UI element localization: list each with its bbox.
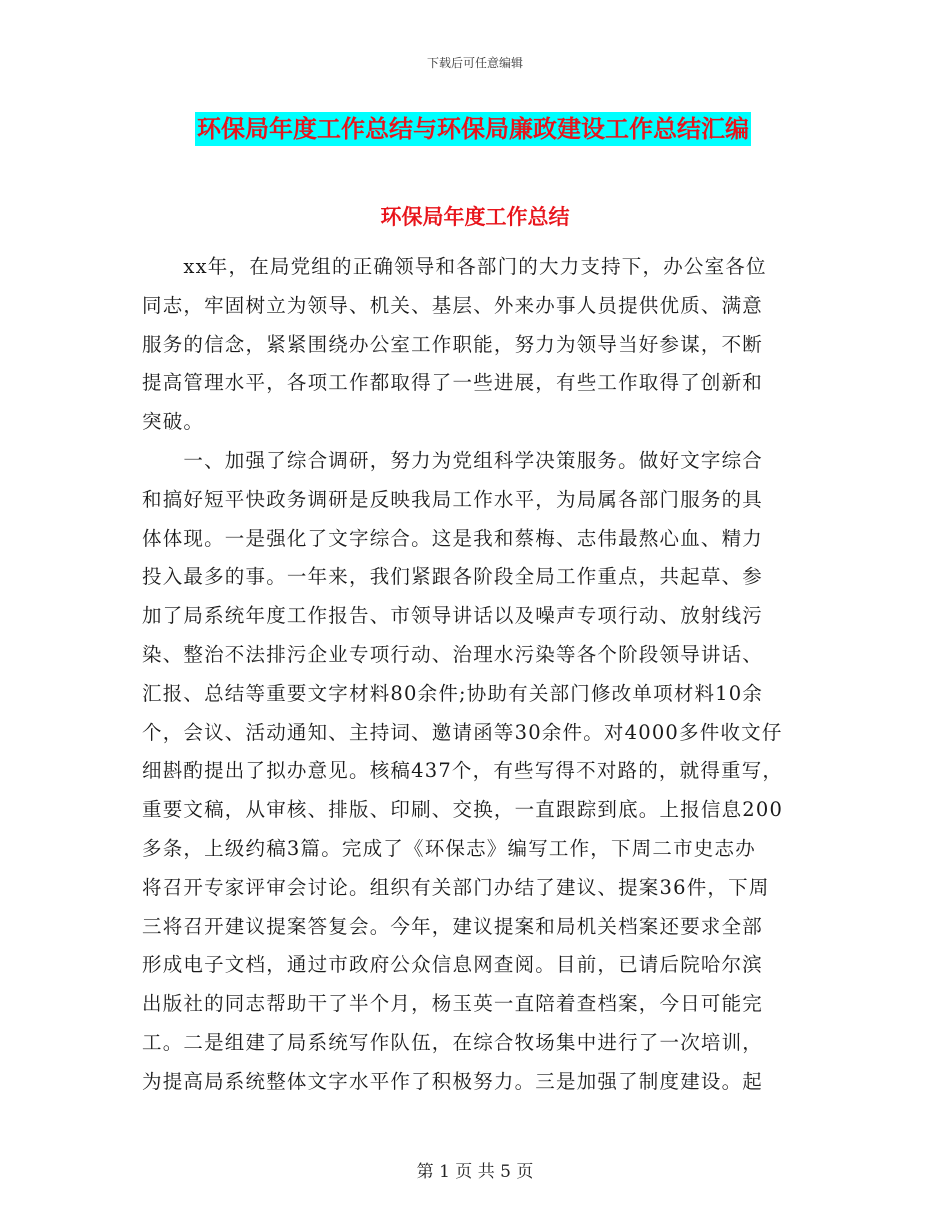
text-line: 个，会议、活动通知、主持词、邀请函等30余件。对4000多件收文仔 bbox=[142, 720, 783, 744]
text-line: 三将召开建议提案答复会。今年，建议提案和局机关档案还要求全部 bbox=[142, 914, 764, 938]
text-line: 和搞好短平快政务调研是反映我局工作水平，为局属各部门服务的具 bbox=[142, 487, 764, 511]
text-line: 工。二是组建了局系统写作队伍，在综合牧场集中进行了一次培训， bbox=[142, 1030, 764, 1054]
text-line: 将召开专家评审会讨论。组织有关部门办结了建议、提案36件，下周 bbox=[142, 875, 770, 899]
text-line: 重要文稿，从审核、排版、印刷、交换，一直跟踪到底。上报信息200 bbox=[142, 798, 784, 822]
text-line: 服务的信念，紧紧围绕办公室工作职能，努力为领导当好参谋，不断 bbox=[142, 332, 764, 356]
text-line: 多条，上级约稿3篇。完成了《环保志》编写工作，下周二市史志办 bbox=[142, 836, 756, 860]
header-note: 下载后可任意编辑 bbox=[426, 56, 523, 70]
text-line: 一、加强了综合调研，努力为党组科学决策服务。做好文字综合 bbox=[142, 448, 764, 472]
text-line: 出版社的同志帮助干了半个月，杨玉英一直陪着查档案，今日可能完 bbox=[142, 992, 764, 1016]
text-line: 为提高局系统整体文字水平作了积极努力。三是加强了制度建设。起 bbox=[142, 1069, 764, 1093]
text-line: 同志，牢固树立为领导、机关、基层、外来办事人员提供优质、满意 bbox=[142, 293, 764, 317]
page-number-footer: 第 1 页 共 5 页 bbox=[416, 1162, 534, 1182]
text-line: 形成电子文档，通过市政府公众信息网查阅。目前，已请后院哈尔滨 bbox=[142, 953, 764, 977]
body-text bbox=[142, 248, 808, 1102]
document-main-title: 环保局年度工作总结与环保局廉政建设工作总结汇编 bbox=[195, 112, 751, 146]
text-line: 加了局系统年度工作报告、市领导讲话以及噪声专项行动、放射线污 bbox=[142, 604, 764, 628]
text-line: 提高管理水平，各项工作都取得了一些进展，有些工作取得了创新和 bbox=[142, 371, 764, 395]
text-line: 体体现。一是强化了文字综合。这是我和蔡梅、志伟最熬心血、精力 bbox=[142, 526, 764, 550]
text-line: 细斟酌提出了拟办意见。核稿437个，有些写得不对路的，就得重写， bbox=[142, 759, 784, 783]
section-title: 环保局年度工作总结 bbox=[380, 205, 570, 229]
text-line: 突破。 bbox=[142, 410, 205, 434]
text-line: xx年，在局党组的正确领导和各部门的大力支持下，办公室各位 bbox=[142, 255, 767, 278]
text-line: 汇报、总结等重要文字材料80余件;协助有关部门修改单项材料10余 bbox=[142, 681, 764, 705]
text-line: 投入最多的事。一年来，我们紧跟各阶段全局工作重点，共起草、参 bbox=[142, 565, 764, 589]
text-line: 染、整治不法排污企业专项行动、治理水污染等各个阶段领导讲话、 bbox=[142, 642, 764, 666]
